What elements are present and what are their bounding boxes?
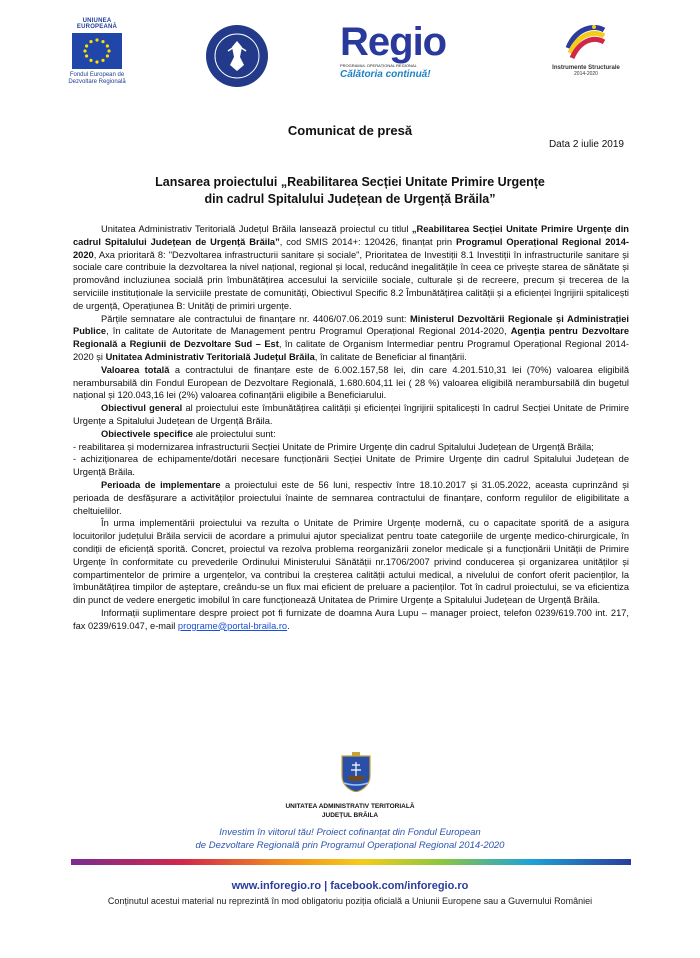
uat-county: JUDEȚUL BRĂILA — [321, 812, 379, 819]
regio-subtitle: PROGRAMUL OPERAȚIONAL REGIONAL — [340, 63, 417, 68]
investment-slogan-line-2: de Dezvoltare Regională prin Programul Operațional Regional 2014-2020 — [195, 840, 505, 851]
braila-coat-of-arms-icon — [339, 752, 373, 792]
color-band — [71, 859, 631, 865]
disclaimer: Conținutul acestui material nu reprezintă în mod obligatoriu poziția oficială a Uniunii Europene sau a Guvernului României — [107, 896, 593, 906]
press-heading: Comunicat de presă — [287, 123, 413, 138]
project-title-line-2: din cadrul Spitalului Județean de Urgență Brăila” — [204, 192, 496, 206]
regio-logo — [340, 22, 470, 80]
instrumente-structurale-logo — [546, 20, 626, 77]
eu-sub-2: Dezvoltare Regională — [68, 79, 126, 85]
paragraph-value: Valoarea totală a contractului de finanțare este de 6.002.157,58 lei, din care 4.201.510,31 lei (70%) valoarea eligibilă nerambursabilă din Fondul European de Dezvoltare Regională, 1.680.604,11 lei ( 28 %) valoarea eligibilă nerambursabilă din bugetul național și 120.043,16 lei (2%) valoarea cofinanțării eligibile a Beneficiarului. — [73, 364, 629, 401]
press-date: Data 2 iulie 2019 — [548, 139, 624, 150]
eu-flag-icon — [72, 33, 122, 69]
eu-logo — [62, 18, 132, 86]
objective-item-1: - reabilitarea și modernizarea infrastructurii Secției Unitate de Primire Urgențe din cadrul Spitalului Județean de Urgență Brăila; — [73, 441, 594, 452]
paragraph-specific-objectives: Obiectivele specifice ale proiectului sunt: — [101, 428, 276, 439]
uat-name: UNITATEA ADMINISTRATIV TERITORIALĂ — [285, 803, 415, 810]
government-seal-icon — [204, 23, 270, 89]
email-link[interactable]: programe@portal-braila.ro — [177, 620, 288, 631]
instr-title: Instrumente Structurale — [552, 65, 620, 71]
paragraph-intro: Unitatea Administrativ Teritorială Județul Brăila lansează proiectul cu titlul „Reabilitarea Secției Unitate Primire Urgențe din cadrul Spitalului Județean de Urgență Brăila”, cod SMIS 2014+: 120426, finanțat prin Programul Operațional Regional 2014-2020, Axa prioritară 8: "Dezvoltarea infrastructurii sanitare și sociale", Prioritatea de Investiții 8.1 Investiții în infrastructurile sanitare și sociale care contribuie la dezvoltarea la nivel național, regional și local, reducând inegalitățile în ceea ce privește starea de sănătate și promovând incluziunea socială prin îmbunătățirea accesului la serviciile sociale, culturale și de recreere, precum și trecerea de la serviciile instituționale la serviciile prestate de comunități, Obiectivul Specific 8.2 Îmbunătățirea calității și a eficienței îngrijirii spitalicești de urgență, Operațiunea B: Unități de primiri urgențe. — [73, 224, 629, 311]
investment-slogan — [0, 826, 700, 852]
project-title — [90, 174, 610, 208]
paragraph-general-objective: Obiectivul general al proiectului este îmbunătățirea calității și eficienței îngrijirii spitalicești în cadrul Secției Unitate de Primire Urgențe a Spitalului Județean de Urgență Brăila. — [73, 403, 629, 426]
regio-wordmark: Regio — [340, 20, 447, 64]
investment-slogan-line-1: Investim în viitorul tău! Proiect cofinanțat din Fondul European — [219, 827, 481, 838]
objective-item-2: - achiziționarea de echipamente/dotări necesare funcționării Secției Unitate de Primire Urgențe din cadrul Spitalului Județean de Urgență Brăila. — [73, 454, 629, 478]
paragraph-results: În urma implementării proiectului va rezulta o Unitate de Primire Urgențe modernă, cu o capacitate sporită de a asigura locuitorilor județului Brăila servicii de acordare a primului ajutor specializat pentru toate categoriile de urgențe medico-chirurgicale, în condiții de eficiență sporită. Concret, proiectul va rezolva problema reorganizării zonelor medicale și a funcționării Unității de Primire Urgențe în conformitate cu prevederile Ordinului Ministerului Sănătății nr.1706/2007 privind conducerea și organizarea unităților și compartimentelor de primire a urgențelor, va contribui la creșterea calității actului medical, a nivelului de confort oferit pacienților, la îmbunătățirea timpilor de așteptare, creându-se un flux mai eficient de preluare a pacienților. Tot în cadrul proiectului, se va eficientiza din punct de vedere energetic imobilul în care funcționează Unitatea de Primire Urgențe a Spitalului Județean de Urgență Brăila. — [73, 518, 629, 606]
regio-slogan: Călătoria continuă! — [340, 69, 431, 80]
paragraph-period: Perioada de implementare a proiectului este de 56 luni, respectiv între 18.10.2017 și 31.05.2022, aceasta cuprinzând și perioada de desfășurare a activităților proiectului înainte de semnarea contractului de finanțare, conform regulilor de eligibilitate a cheltuielilor. — [73, 479, 629, 516]
project-title-line-1: Lansarea proiectului „Reabilitarea Secției Unitate Primire Urgențe — [155, 175, 545, 189]
paragraph-contact: Informații suplimentare despre proiect pot fi furnizate de doamna Aura Lupu – manager proiect, telefon 0239/619.700 int. 217, fax 0239/619.047, e-mail programe@portal-braila.ro. — [73, 607, 629, 631]
website-links[interactable]: www.inforegio.ro | facebook.com/inforegio.ro — [231, 880, 469, 892]
instr-years: 2014-2020 — [574, 71, 598, 77]
eu-sub-1: Fondul European de — [69, 72, 125, 78]
eu-caption: UNIUNEA EUROPEANĂ — [76, 18, 118, 30]
press-body — [73, 223, 629, 633]
paragraph-parties: Părțile semnatare ale contractului de finanțare nr. 4406/07.06.2019 sunt: Ministerul Dezvoltării Regionale și Administrației Publice, în calitate de Autoritate de Management pentru Programul Operațional Regional 2014-2020, Agenția pentru Dezvoltare Regională a Regiunii de Dezvoltare Sud – Est, în calitate de Organism Intermediar pentru Programul Operațional Regional 2014-2020 și Unitatea Administrativ Teritorială Județul Brăila, în calitate de Beneficiar al finanțării. — [73, 313, 629, 362]
instrumente-structurale-icon — [564, 20, 608, 60]
